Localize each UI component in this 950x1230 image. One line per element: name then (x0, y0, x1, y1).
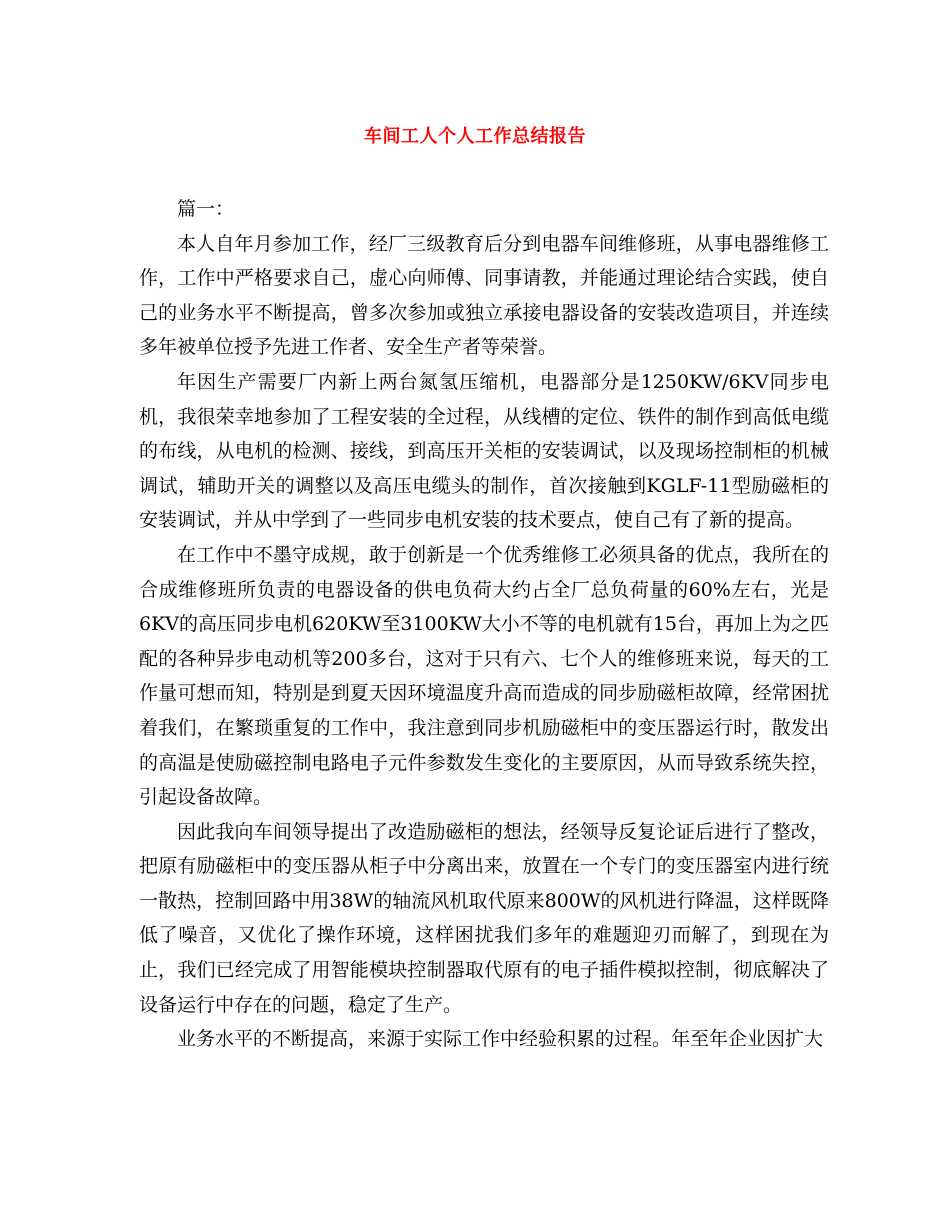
paragraph-4: 因此我向车间领导提出了改造励磁柜的想法，经领导反复论证后进行了整改，把原有励磁柜中的变压器从柜子中分离出来，放置在一个专门的变压器室内进行统一散热，控制回路中用38W的轴流风机取代原来800W的风机进行降温，这样既降低了噪音，又优化了操作环境，这样困扰我们多年的难题迎刃而解了，到现在为止，我们已经完成了用智能模块控制器取代原有的电子插件模拟控制，彻底解决了设备运行中存在的问题，稳定了生产。 (139, 820, 829, 1016)
document-body (139, 192, 829, 1057)
document-title: 车间工人个人工作总结报告 (364, 126, 586, 147)
paragraph-1: 本人自年月参加工作，经厂三级教育后分到电器车间维修班，从事电器维修工作，工作中严格要求自己，虚心向师傅、同事请教，并能通过理论结合实践，使自己的业务水平不断提高，曾多次参加或独立承接电器设备的安装改造项目，并连续多年被单位授予先进工作者、安全生产者等荣誉。 (139, 232, 829, 359)
section-label: 篇一： (177, 198, 235, 220)
paragraph-5: 业务水平的不断提高，来源于实际工作中经验积累的过程。年至年企业因扩大 (177, 1028, 824, 1051)
paragraph-2: 年因生产需要厂内新上两台氮氢压缩机，电器部分是1250KW/6KV同步电机，我很荣幸地参加了工程安装的全过程，从线槽的定位、铁件的制作到高低电缆的布线，从电机的检测、接线，到高压开关柜的安装调试，以及现场控制柜的机械调试，辅助开关的调整以及高压电缆头的制作，首次接触到KGLF-11型励磁柜的安装调试，并从中学到了一些同步电机安装的技术要点，使自己有了新的提高。 (139, 370, 829, 532)
paragraph-3: 在工作中不墨守成规，敢于创新是一个优秀维修工必须具备的优点，我所在的合成维修班所负责的电器设备的供电负荷大约占全厂总负荷量的60%左右，光是6KV的高压同步电机620KW至3100KW大小不等的电机就有15台，再加上为之匹配的各种异步电动机等200多台，这对于只有六、七个人的维修班来说，每天的工作量可想而知，特别是到夏天因环境温度升高而造成的同步励磁柜故障，经常困扰着我们，在繁琐重复的工作中，我注意到同步机励磁柜中的变压器运行时，散发出的高温是使励磁控制电路电子元件参数发生变化的主要原因，从而导致系统失控，引起设备故障。 (139, 543, 829, 809)
